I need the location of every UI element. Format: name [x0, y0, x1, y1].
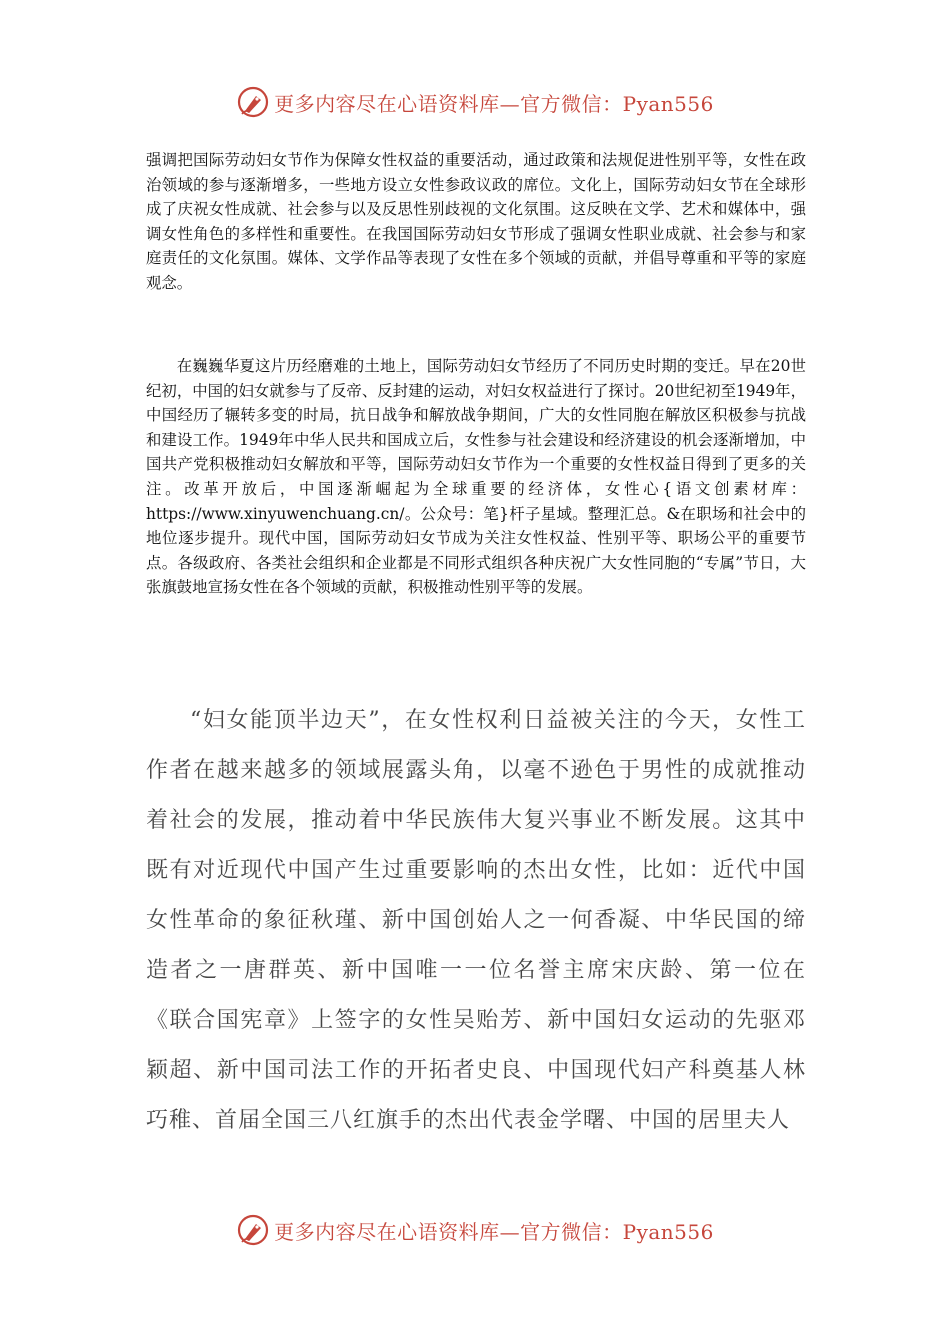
header-banner-text: 更多内容尽在心语资料库—官方微信：Pyan556 — [274, 91, 714, 116]
header-banner — [0, 82, 950, 122]
footer-banner-text: 更多内容尽在心语资料库—官方微信：Pyan556 — [274, 1219, 714, 1244]
paragraph-culture: 强调把国际劳动妇女节作为保障女性权益的重要活动，通过政策和法规促进性别平等，女性在政治领域的参与逐渐增多，一些地方设立女性参政议政的席位。文化上，国际劳动妇女节在全球形成了庆祝女性成就、社会参与以及反思性别歧视的文化氛围。这反映在文学、艺术和媒体中，强调女性角色的多样性和重要性。在我国国际劳动妇女节形成了强调女性职业成就、社会参与和家庭责任的文化氛围。媒体、文学作品等表现了女性在多个领域的贡献，并倡导尊重和平等的家庭观念。 — [146, 151, 806, 292]
footer-banner — [0, 1210, 950, 1250]
paragraph-history: 在巍巍华夏这片历经磨难的土地上，国际劳动妇女节经历了不同历史时期的变迁。早在20世纪初，中国的妇女就参与了反帝、反封建的运动，对妇女权益进行了探讨。20世纪初至1949年，中国经历了辗转多变的时局，抗日战争和解放战争期间，广大的女性同胞在解放区积极参与抗战和建设工作。1949年中华人民共和国成立后，女性参与社会建设和经济建设的机会逐渐增加，中国共产党积极推动妇女解放和平等，国际劳动妇女节作为一个重要的女性权益日得到了更多的关注。改革开放后，中国逐渐崛起为全球重要的经济体，女性心{语文创素材库：https://www.xinyuwenchuang.cn/。公众号：笔}杆子星域。整理汇总。&在职场和社会中的地位逐步提升。现代中国，国际劳动妇女节成为关注女性权益、性别平等、职场公平的重要节点。各级政府、各类社会组织和企业都是不同形式组织各种庆祝广大女性同胞的“专属”节日，大张旗鼓地宣扬女性在各个领域的贡献，积极推动性别平等的发展。 — [146, 357, 806, 597]
pen-nib-logo-icon — [236, 85, 270, 119]
pen-nib-logo-icon — [236, 1213, 270, 1247]
paragraph-women-figures: “妇女能顶半边天”，在女性权利日益被关注的今天，女性工作者在越来越多的领域展露头角，以毫不逊色于男性的成就推动着社会的发展，推动着中华民族伟大复兴事业不断发展。这其中既有对近现代中国产生过重要影响的杰出女性，比如：近代中国女性革命的象征秋瑾、新中国创始人之一何香凝、中华民国的缔造者之一唐群英、新中国唯一一位名誉主席宋庆龄、第一位在《联合国宪章》上签字的女性吴贻芳、新中国妇女运动的先驱邓颖超、新中国司法工作的开拓者史良、中国现代妇产科奠基人林巧稚、首届全国三八红旗手的杰出代表金学曙、中国的居里夫人 — [146, 708, 806, 1133]
